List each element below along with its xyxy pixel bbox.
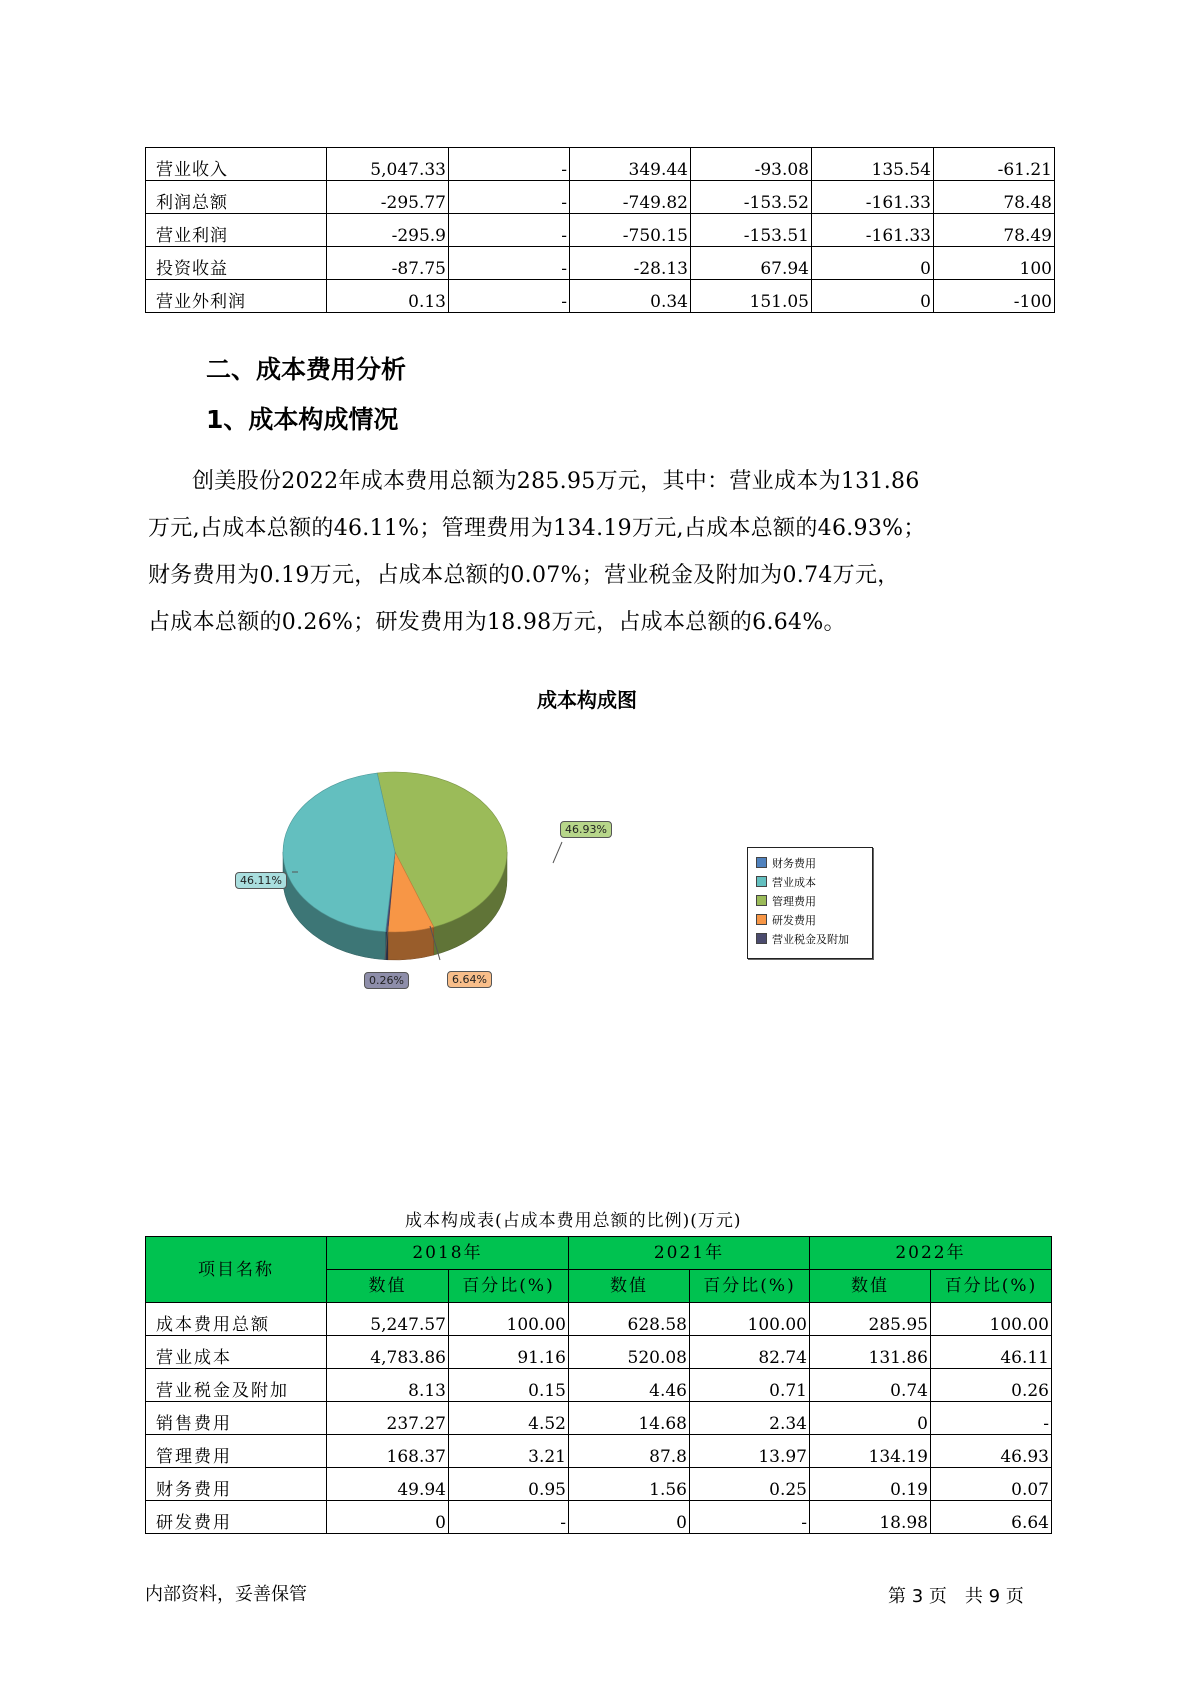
table-cell: 78.49	[934, 214, 1055, 247]
table-cell: 5,047.33	[327, 148, 449, 181]
table-cell: 46.11	[931, 1336, 1052, 1369]
table-cell: 134.19	[810, 1435, 931, 1468]
table-cell: 5,247.57	[327, 1303, 449, 1336]
table-cell: 2.34	[690, 1402, 810, 1435]
table-cell: 0.95	[449, 1468, 569, 1501]
legend-label: 研发费用	[772, 914, 816, 927]
table-cell: 131.86	[810, 1336, 931, 1369]
header-year: 2022年	[810, 1237, 1052, 1270]
header-value: 数值	[569, 1270, 690, 1303]
table-cell: 0	[569, 1501, 690, 1534]
row-label: 利润总额	[146, 181, 327, 214]
table-cell: 100.00	[449, 1303, 569, 1336]
table-cell: -	[449, 181, 570, 214]
table-cell: 0.07	[931, 1468, 1052, 1501]
legend-swatch	[756, 895, 767, 906]
page-number: 第 3 页 共 9 页	[888, 1586, 1024, 1607]
cost-table-caption: 成本构成表(占成本费用总额的比例)(万元)	[405, 1211, 742, 1231]
table-cell: 49.94	[327, 1468, 449, 1501]
table-row	[146, 1303, 1052, 1336]
table-cell: 14.68	[569, 1402, 690, 1435]
table-row	[146, 148, 1055, 181]
table-cell: -750.15	[570, 214, 691, 247]
table-cell: -	[449, 214, 570, 247]
table-cell: 3.21	[449, 1435, 569, 1468]
table-cell: 0.25	[690, 1468, 810, 1501]
table-cell: 100.00	[690, 1303, 810, 1336]
paragraph-line: 万元,占成本总额的46.11%；管理费用为134.19万元,占成本总额的46.93%；	[148, 516, 926, 541]
chart-legend	[747, 847, 873, 959]
table-cell: 520.08	[569, 1336, 690, 1369]
table-cell: -28.13	[570, 247, 691, 280]
row-label: 研发费用	[146, 1501, 327, 1534]
table-cell: 91.16	[449, 1336, 569, 1369]
table-cell: -	[449, 280, 570, 313]
table-cell: -	[449, 148, 570, 181]
legend-swatch	[756, 933, 767, 944]
table-cell: 0	[810, 1402, 931, 1435]
data-label-tax: 0.26%	[364, 972, 409, 989]
legend-item	[756, 914, 816, 928]
table-cell: 0	[327, 1501, 449, 1534]
row-label: 管理费用	[146, 1435, 327, 1468]
row-label: 成本费用总额	[146, 1303, 327, 1336]
legend-item	[756, 933, 849, 947]
paragraph-line: 财务费用为0.19万元，占成本总额的0.07%；营业税金及附加为0.74万元，	[148, 563, 900, 588]
leader-line	[553, 842, 562, 863]
table-cell: 0.71	[690, 1369, 810, 1402]
header-percent: 百分比(%)	[449, 1270, 569, 1303]
table-cell: 0.13	[327, 280, 449, 313]
table-cell: 151.05	[691, 280, 812, 313]
table-cell: -295.77	[327, 181, 449, 214]
table-cell: -100	[934, 280, 1055, 313]
header-item-name: 项目名称	[146, 1237, 327, 1303]
legend-label: 管理费用	[772, 895, 816, 908]
table-row	[146, 1336, 1052, 1369]
section-heading: 二、成本费用分析	[206, 355, 407, 384]
header-value: 数值	[327, 1270, 449, 1303]
table-cell: -749.82	[570, 181, 691, 214]
table-row	[146, 1501, 1052, 1534]
legend-item	[756, 857, 816, 871]
legend-label: 营业成本	[772, 876, 816, 889]
table-row	[146, 1468, 1052, 1501]
table-cell: -161.33	[812, 214, 934, 247]
legend-swatch	[756, 857, 767, 868]
header-percent: 百分比(%)	[931, 1270, 1052, 1303]
table-row	[146, 214, 1055, 247]
table-cell: 18.98	[810, 1501, 931, 1534]
table-cell: 285.95	[810, 1303, 931, 1336]
row-label: 投资收益	[146, 247, 327, 280]
table-cell: 135.54	[812, 148, 934, 181]
table-cell: 4,783.86	[327, 1336, 449, 1369]
legend-swatch	[756, 876, 767, 887]
table-cell: 100.00	[931, 1303, 1052, 1336]
table-cell: 0	[812, 280, 934, 313]
table-row	[146, 1369, 1052, 1402]
table-cell: -	[690, 1501, 810, 1534]
table-cell: 87.8	[569, 1435, 690, 1468]
header-year: 2021年	[569, 1237, 810, 1270]
table-cell: -	[449, 247, 570, 280]
table-cell: -93.08	[691, 148, 812, 181]
table-cell: -153.51	[691, 214, 812, 247]
table-cell: -87.75	[327, 247, 449, 280]
table-cell: -	[449, 1501, 569, 1534]
table-row	[146, 280, 1055, 313]
table-row	[146, 1402, 1052, 1435]
table-cell: 100	[934, 247, 1055, 280]
row-label: 营业外利润	[146, 280, 327, 313]
summary-table	[145, 147, 1055, 313]
table-cell: 0	[812, 247, 934, 280]
table-cell: 13.97	[690, 1435, 810, 1468]
legend-label: 财务费用	[772, 857, 816, 870]
table-cell: 0.15	[449, 1369, 569, 1402]
paragraph-line: 占成本总额的0.26%；研发费用为18.98万元，占成本总额的6.64%。	[148, 610, 846, 635]
legend-item	[756, 876, 816, 890]
table-cell: 46.93	[931, 1435, 1052, 1468]
table-cell: 0.26	[931, 1369, 1052, 1402]
legend-item	[756, 895, 816, 909]
cost-table	[145, 1236, 1052, 1534]
table-cell: 168.37	[327, 1435, 449, 1468]
row-label: 营业成本	[146, 1336, 327, 1369]
data-label-management: 46.93%	[560, 821, 612, 838]
table-cell: 4.52	[449, 1402, 569, 1435]
table-cell: 237.27	[327, 1402, 449, 1435]
chart-title: 成本构成图	[537, 688, 637, 712]
table-cell: 67.94	[691, 247, 812, 280]
table-row	[146, 247, 1055, 280]
legend-label: 营业税金及附加	[772, 933, 849, 946]
data-label-operating-cost: 46.11%	[235, 872, 287, 889]
table-cell: 4.46	[569, 1369, 690, 1402]
table-cell: 1.56	[569, 1468, 690, 1501]
table-cell: 0.19	[810, 1468, 931, 1501]
row-label: 营业利润	[146, 214, 327, 247]
footer-note: 内部资料，妥善保管	[145, 1584, 307, 1605]
sub-heading: 1、成本构成情况	[206, 405, 399, 434]
legend-swatch	[756, 914, 767, 925]
row-label: 营业税金及附加	[146, 1369, 327, 1402]
table-row	[146, 181, 1055, 214]
data-label-rnd: 6.64%	[447, 971, 492, 988]
table-cell: 78.48	[934, 181, 1055, 214]
header-year: 2018年	[327, 1237, 569, 1270]
table-row	[146, 1435, 1052, 1468]
row-label: 营业收入	[146, 148, 327, 181]
table-cell: -153.52	[691, 181, 812, 214]
table-cell: -	[931, 1402, 1052, 1435]
paragraph-line: 创美股份2022年成本费用总额为285.95万元，其中：营业成本为131.86	[192, 469, 920, 494]
header-value: 数值	[810, 1270, 931, 1303]
table-cell: 8.13	[327, 1369, 449, 1402]
row-label: 财务费用	[146, 1468, 327, 1501]
table-cell: -295.9	[327, 214, 449, 247]
table-cell: 6.64	[931, 1501, 1052, 1534]
table-cell: 628.58	[569, 1303, 690, 1336]
header-percent: 百分比(%)	[690, 1270, 810, 1303]
row-label: 销售费用	[146, 1402, 327, 1435]
table-cell: -161.33	[812, 181, 934, 214]
table-cell: 349.44	[570, 148, 691, 181]
table-cell: 0.34	[570, 280, 691, 313]
table-cell: -61.21	[934, 148, 1055, 181]
analysis-paragraph	[148, 458, 1078, 646]
table-cell: 0.74	[810, 1369, 931, 1402]
table-cell: 82.74	[690, 1336, 810, 1369]
